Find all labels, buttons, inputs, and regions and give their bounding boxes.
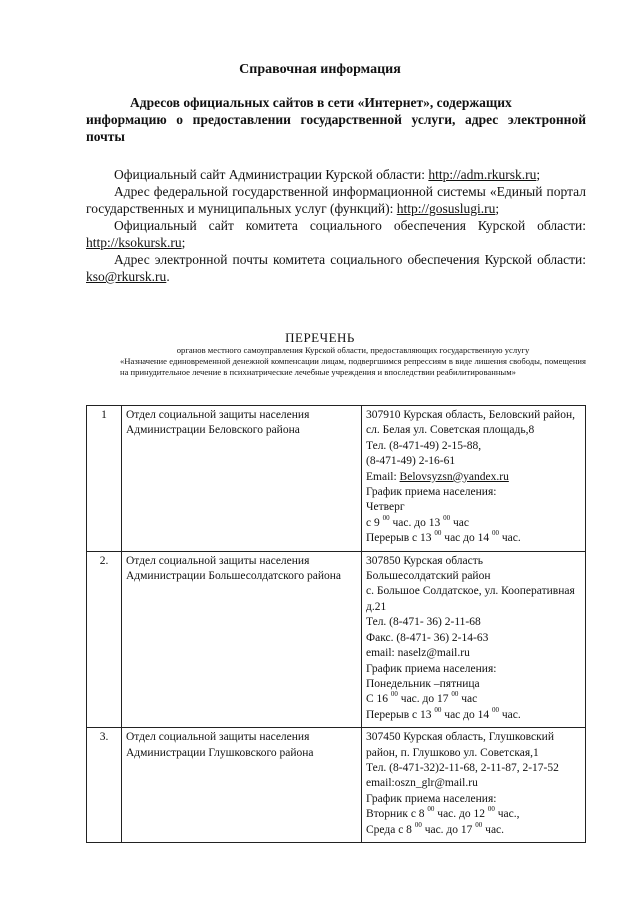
info-paragraph-1 [86, 166, 586, 183]
hours-to: час. до 13 [389, 516, 444, 529]
adm-site-link[interactable]: http://adm.rkursk.ru [428, 167, 537, 182]
list-subtitle-line-1: органов местного самоуправления Курской области, предоставляющих государственную услугу [176, 345, 530, 355]
hours-unit: час [450, 516, 469, 529]
hours2-to: час. до 17 [421, 823, 476, 836]
schedule-days: Понедельник –пятница [366, 677, 480, 690]
break-from-minutes: 00 [434, 529, 442, 538]
info-text-2: Адрес федеральной государственной информационной системы «Единый портал государственных и муниципальных услуг (функций): [86, 184, 586, 216]
schedule-label: График приема населения: [366, 486, 497, 499]
office-address-3: с. Большое Солдатское, ул. Кооперативная д.21 [366, 585, 575, 613]
break-to-minutes: 00 [492, 529, 499, 538]
hours-unit: час., [494, 808, 520, 821]
office-fax: Факс. (8-471- 36) 2-14-63 [366, 631, 489, 644]
info-end-4: . [166, 269, 170, 284]
info-end-2: ; [495, 201, 500, 216]
office-contacts [362, 728, 586, 843]
hours-to-minutes: 00 [443, 513, 451, 522]
offices-table [86, 405, 586, 843]
schedule-days: Четверг [366, 501, 405, 514]
info-text-3: Официальный сайт комитета социального обеспечения Курской области: [114, 218, 586, 233]
info-end-3: ; [181, 235, 186, 250]
row-number: 3. [87, 728, 122, 843]
hours-from: С 16 [366, 693, 391, 706]
hours2-from: Среда с 8 [366, 823, 415, 836]
office-email[interactable]: email:oszn_glr@mail.ru [366, 777, 478, 790]
office-phone: Тел. (8-471-32)2-11-68, 2-11-87, 2-17-52 [366, 761, 559, 774]
table-row [87, 406, 586, 552]
hours-from-minutes: 00 [427, 805, 435, 814]
kso-site-link[interactable]: http://ksokursk.ru [86, 235, 182, 250]
email-label: Email: [366, 470, 400, 483]
page-title: Справочная информация [239, 62, 401, 77]
office-contacts [362, 551, 586, 727]
schedule-break [366, 705, 581, 723]
office-email[interactable]: email: naselz@mail.ru [366, 647, 470, 660]
break-from: Перерыв с 13 [366, 708, 435, 721]
break-to-minutes: 00 [492, 705, 499, 714]
schedule-break [366, 531, 581, 546]
hours2-unit: час. [482, 823, 505, 836]
break-to: час до 14 [441, 708, 492, 721]
subheading [86, 94, 586, 145]
schedule-hours [366, 692, 581, 707]
schedule-label: График приема населения: [366, 662, 497, 675]
schedule-hours-2 [366, 820, 581, 838]
hours-from-minutes: 00 [382, 513, 390, 522]
office-address: 307450 Курская область, Глушковский район, п. Глушково ул. Советская,1 [366, 731, 554, 759]
office-phone-2: (8-471-49) 2-16-61 [366, 455, 456, 468]
office-address: 307850 Курская область [366, 554, 483, 567]
office-name: Отдел социальной защиты населения Администрации Беловского района [122, 406, 362, 552]
schedule-hours [366, 513, 581, 531]
office-address-2: Большесолдатский район [366, 570, 491, 583]
hours-to-minutes: 00 [487, 805, 495, 814]
hours2-to-minutes: 00 [475, 820, 483, 829]
schedule-hours [366, 807, 581, 822]
info-paragraph-3 [86, 217, 586, 251]
table-row [87, 551, 586, 727]
row-number: 2. [87, 551, 122, 727]
hours-to: час. до 17 [397, 693, 452, 706]
list-subtitle [120, 345, 586, 378]
office-name: Отдел социальной защиты населения Администрации Глушковского района [122, 728, 362, 843]
list-subtitle-line-2: «Назначение единовременной денежной компенсации лицам, подвергшимся репрессиям в виде лишения свободы, помещения на принудительное лечение в психиатрические лечебные учреждения и впоследствии реабилитированным» [120, 356, 586, 377]
subheading-line-1: Адресов официальных сайтов в сети «Интернет», содержащих [130, 95, 512, 110]
office-phone: Тел. (8-471- 36) 2-11-68 [366, 616, 481, 629]
hours-from: с 9 [366, 516, 383, 529]
table-row [87, 728, 586, 843]
office-address: 307910 Курская область, Беловский район, сл. Белая ул. Советская площадь,8 [366, 409, 575, 437]
info-paragraph-4 [86, 251, 586, 285]
subheading-line-2: информацию о предоставлении государственной услуги, адрес электронной почты [86, 112, 586, 144]
info-end-1: ; [536, 167, 541, 182]
hours2-from-minutes: 00 [414, 820, 422, 829]
office-email-line [366, 470, 581, 485]
hours-from: Вторник с 8 [366, 808, 428, 821]
break-unit: час. [499, 708, 521, 721]
info-text-1: Официальный сайт Администрации Курской области: [114, 167, 429, 182]
office-email[interactable]: Belovsyzsn@yandex.ru [399, 470, 509, 483]
info-text-4: Адрес электронной почты комитета социального обеспечения Курской области: [114, 252, 586, 267]
break-unit: час. [499, 532, 521, 545]
office-name: Отдел социальной защиты населения Администрации Большесолдатского района [122, 551, 362, 727]
hours-unit: час [458, 693, 478, 706]
break-to: час до 14 [441, 532, 492, 545]
info-paragraph-2 [86, 183, 586, 217]
hours-to-minutes: 00 [451, 690, 459, 699]
gosuslugi-link[interactable]: http://gosuslugi.ru [396, 201, 496, 216]
schedule-label: График приема населения: [366, 792, 497, 805]
office-contacts [362, 406, 586, 552]
list-title: ПЕРЕЧЕНЬ [285, 330, 355, 345]
hours-from-minutes: 00 [390, 690, 398, 699]
info-block [86, 166, 586, 285]
hours-to: час. до 12 [434, 808, 488, 821]
break-from-minutes: 00 [434, 705, 442, 714]
break-from: Перерыв с 13 [366, 532, 435, 545]
row-number: 1 [87, 406, 122, 552]
office-phone: Тел. (8-471-49) 2-15-88, [366, 439, 482, 452]
kso-email-link[interactable]: kso@rkursk.ru [86, 269, 167, 284]
